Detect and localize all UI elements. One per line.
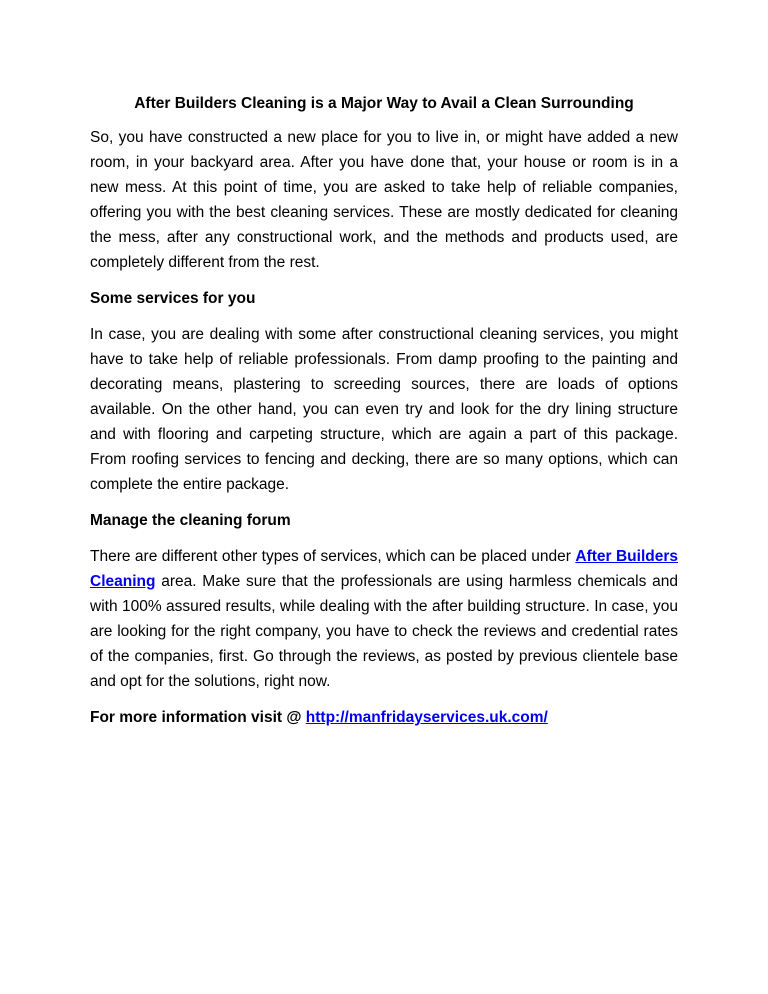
intro-paragraph: So, you have constructed a new place for you to live in, or might have added a new room, in your backyard area. After you have done that, your house or room is in a new mess. At this point of time, you are asked to take help of reliable companies, offering you with the best cleaning services. These are mostly dedicated for cleaning the mess, after any constructional work, and the methods and products used, are completely different from the rest. — [90, 129, 678, 271]
more-info-label: For more information visit @ — [90, 709, 306, 726]
cleaning-forum-paragraph — [90, 544, 678, 694]
section-heading-services: Some services for you — [90, 290, 256, 307]
paragraph-text-before-link: There are different other types of services, which can be placed under — [90, 548, 576, 565]
paragraph-text-after-link: area. Make sure that the professionals are using harmless chemicals and with 100% assured results, while dealing with the after building structure. In case, you are looking for the right company, you have to check the reviews and credential rates of the companies, first. Go through the reviews, as posted by previous clientele base and opt for the solutions, right now. — [90, 573, 678, 690]
section-heading-cleaning-forum: Manage the cleaning forum — [90, 512, 291, 529]
document-page — [90, 90, 678, 730]
document-title: After Builders Cleaning is a Major Way to Avail a Clean Surrounding — [134, 95, 634, 112]
after-builders-cleaning-link[interactable]: After Builders Cleaning — [90, 548, 678, 590]
more-info-line — [90, 705, 678, 730]
services-paragraph: In case, you are dealing with some after constructional cleaning services, you might have to take help of reliable professionals. From damp proofing to the painting and decorating means, plastering to screeding sources, there are loads of options available. On the other hand, you can even try and look for the dry lining structure and with flooring and carpeting structure, which are again a part of this package. From roofing services to fencing and decking, there are so many options, which can complete the entire package. — [90, 326, 678, 493]
website-link[interactable]: http://manfridayservices.uk.com/ — [305, 709, 548, 726]
